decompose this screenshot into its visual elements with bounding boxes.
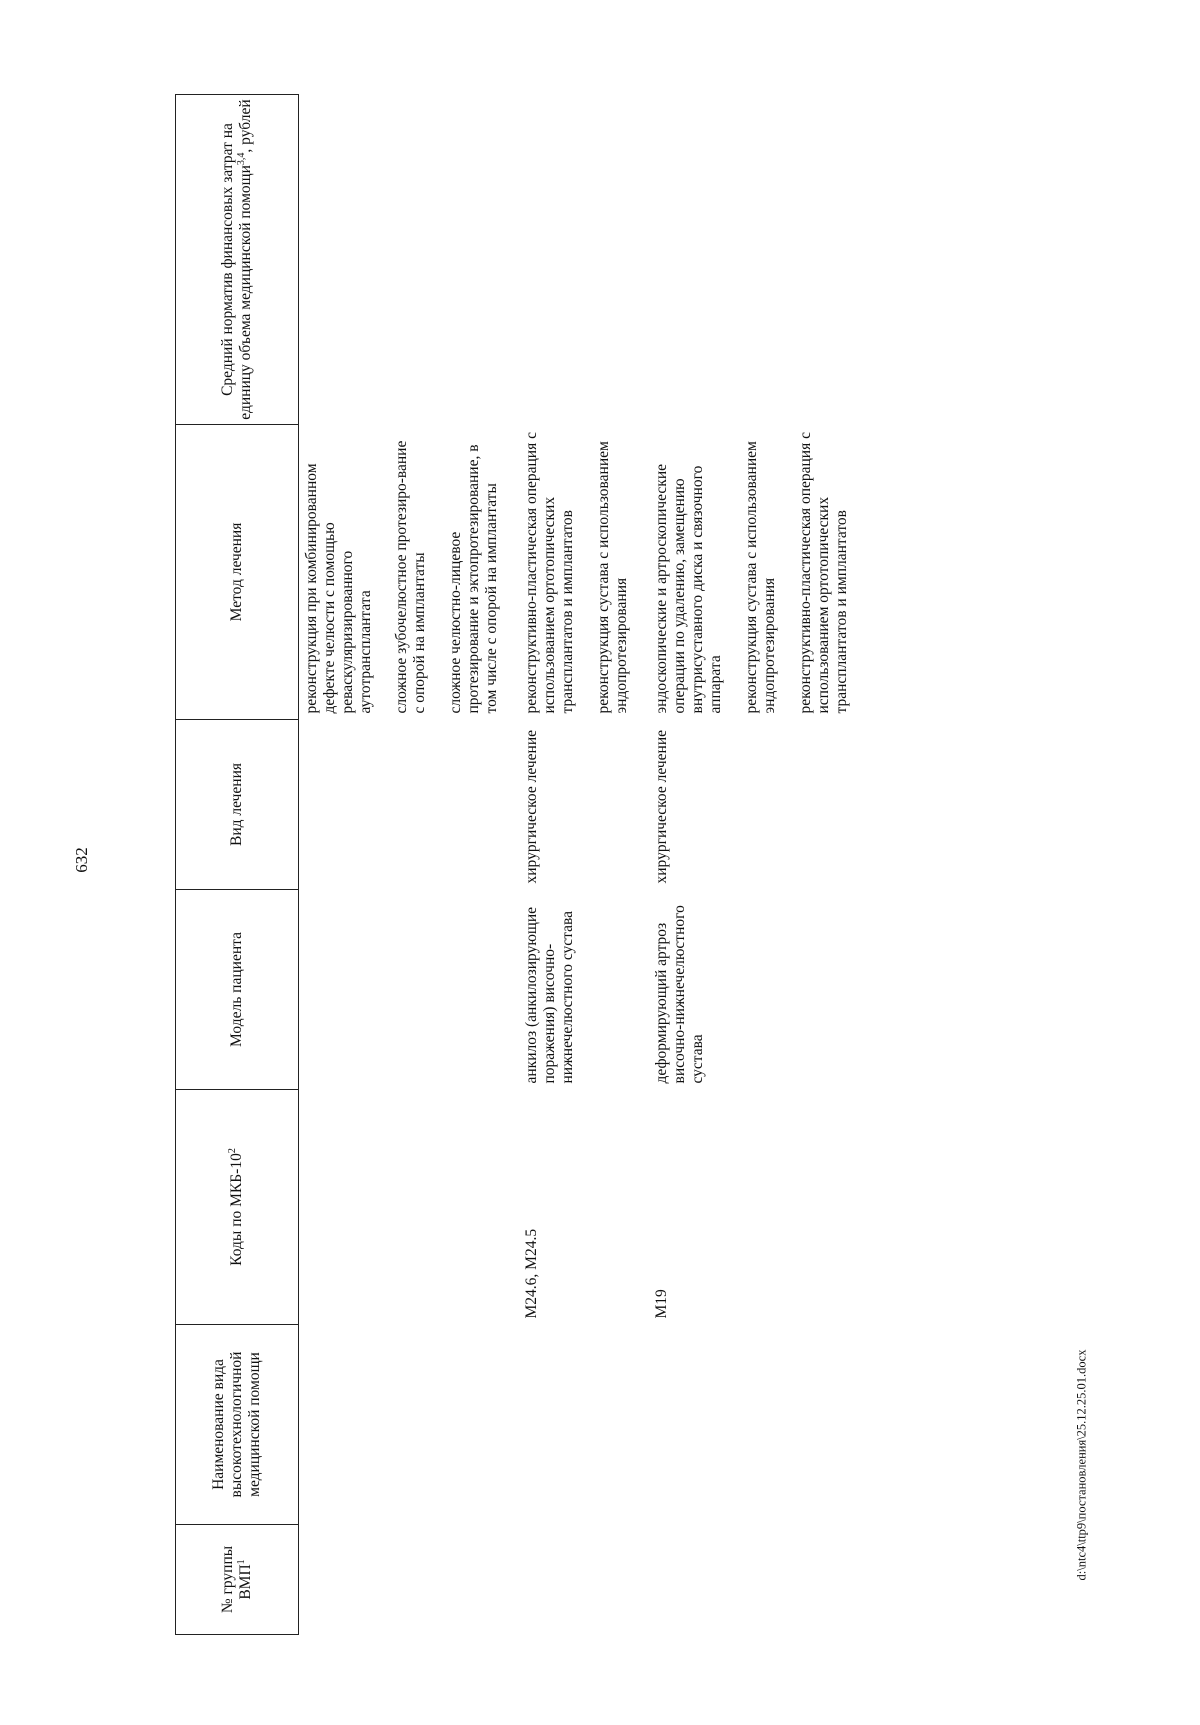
cell-icd-codes: M19 — [653, 1289, 670, 1319]
header-cost-norm: Средний норматив финансовых затрат на единицу объема медицинской помощи$^{3,4}$, рублей — [176, 95, 299, 425]
method-entry: эндоскопические и артроскопические операции по удалению, замещению внутрисуставного диска и связочного аппарата — [653, 463, 724, 714]
table-header-row — [176, 75, 299, 1635]
cell-treatment-method — [649, 425, 869, 720]
cell-patient-model: деформирующий артроз височно-нижнечелюстного сустава — [653, 905, 706, 1084]
cell-vmp-name — [649, 1325, 869, 1525]
table-row — [299, 75, 520, 1635]
cell-group-no — [649, 1525, 869, 1635]
file-path-footer: d:\ntc4\ttp9\постановления\25.12.25.01.docx — [1074, 1349, 1089, 1581]
method-entry: сложное зубочелюстное протезиро-вание с опорой на имплантаты — [393, 440, 428, 714]
method-entry: реконструкция сустава с использованием эндопротезирования — [743, 441, 778, 714]
cell-treatment-method — [519, 425, 649, 720]
method-entry: реконструкция при комбинированном дефекте челюсти с помощью реваскуляризированного аутотрансплантата — [303, 463, 374, 714]
cell-cost-norm — [299, 95, 520, 425]
cell-vmp-name — [519, 1325, 649, 1525]
table-row — [649, 75, 869, 1635]
cell-treatment-type — [299, 720, 520, 890]
cell-vmp-name — [299, 1325, 520, 1525]
cell-group-no — [519, 1525, 649, 1635]
rotated-page-content — [175, 75, 1075, 1635]
header-group-no: № группы ВМП$^1$ — [176, 1525, 299, 1635]
cell-cost-norm — [519, 95, 649, 425]
header-vmp-name: Наименование вида высокотехнологичной медицинской помощи — [176, 1325, 299, 1525]
cell-icd-codes — [299, 1090, 520, 1325]
method-entry: реконструктивно-пластическая операция с использованием ортотопических трансплантатов и имплантатов — [523, 432, 576, 714]
page-number: 632 — [72, 847, 91, 873]
header-treatment-type: Вид лечения — [176, 720, 299, 890]
vmp-table — [175, 75, 869, 1636]
cell-icd-codes: M24.6, M24.5 — [523, 1228, 540, 1319]
header-treatment-method: Метод лечения — [176, 425, 299, 720]
table-body — [299, 75, 870, 1635]
header-patient-model: Модель пациента — [176, 890, 299, 1090]
header-icd-codes: Коды по МКБ-$10^2$ — [176, 1090, 299, 1325]
table-row — [519, 75, 649, 1635]
cell-patient-model: анкилоз (анкилозирующие поражения) височно-нижнечелюстного сустава — [523, 906, 576, 1084]
header-blank — [176, 75, 299, 95]
method-entry: реконструктивно-пластическая операция с использованием ортотопических трансплантатов и имплантатов — [797, 432, 850, 714]
cell-group-no — [299, 1525, 520, 1635]
cell-cost-norm — [649, 95, 869, 425]
cell-treatment-type: хирургическое лечение — [523, 730, 540, 884]
method-entry: сложное челюстно-лицевое протезирование и эктопротезирование, в том числе с опорой на имплантаты — [447, 444, 500, 714]
cell-treatment-type: хирургическое лечение — [653, 730, 670, 884]
cell-treatment-method — [299, 425, 520, 720]
method-entry: реконструкция сустава с использованием эндопротезирования — [595, 441, 630, 714]
cell-patient-model — [299, 890, 520, 1090]
